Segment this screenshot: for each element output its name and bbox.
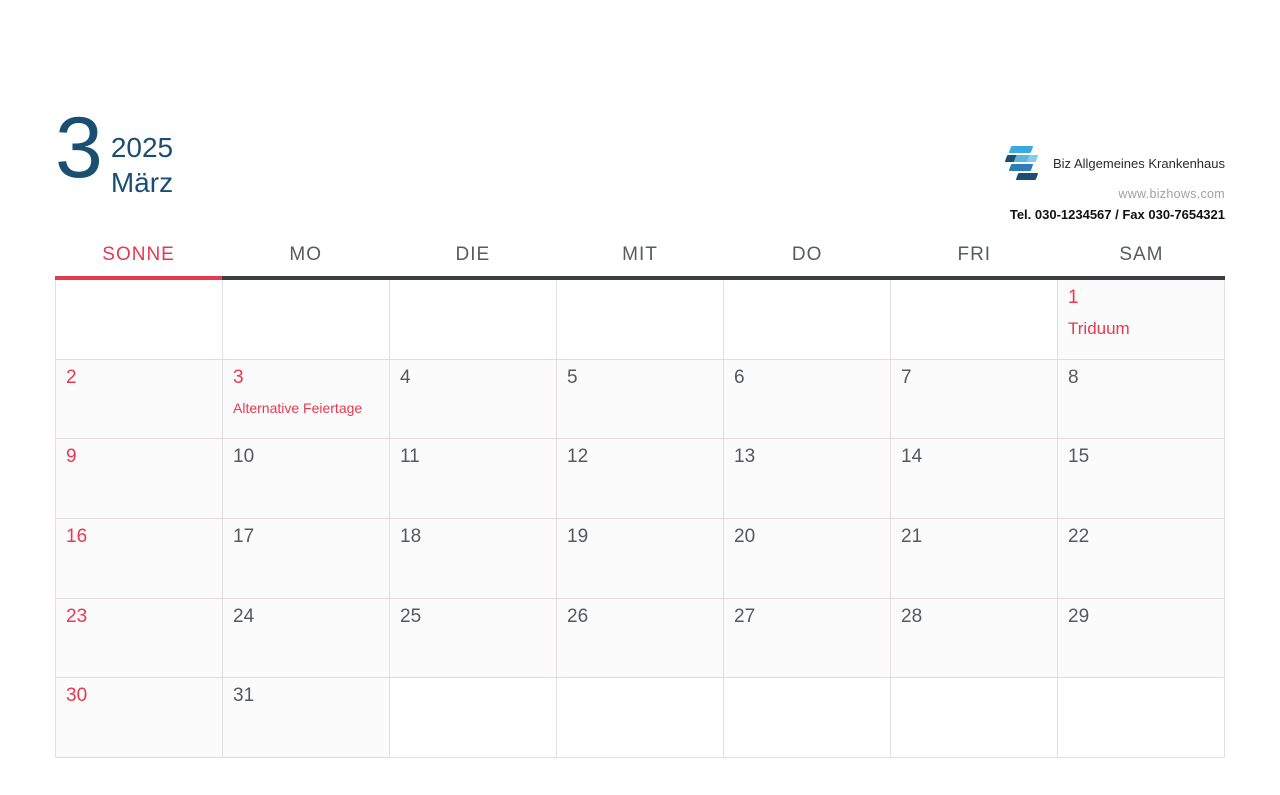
year-label: 2025 — [110, 132, 174, 163]
day-number: 12 — [567, 446, 589, 468]
day-cell-27[interactable] — [724, 599, 891, 679]
weekday-label-mo: MO — [289, 244, 323, 265]
day-cell-15[interactable] — [1058, 439, 1225, 519]
day-cell-empty[interactable] — [891, 678, 1058, 758]
day-number: 4 — [400, 366, 411, 388]
day-number: 16 — [66, 526, 88, 548]
weekday-header-row — [55, 240, 1225, 276]
month-number: 3 — [55, 100, 101, 196]
day-cell-13[interactable] — [724, 439, 891, 519]
day-cell-1[interactable] — [1058, 280, 1225, 360]
day-cell-empty[interactable] — [724, 280, 891, 360]
day-grid — [55, 280, 1225, 758]
day-cell-17[interactable] — [223, 519, 390, 599]
day-cell-11[interactable] — [390, 439, 557, 519]
day-number: 25 — [400, 605, 422, 627]
weekday-label-sam: SAM — [1119, 244, 1164, 265]
weekday-label-sonne: SONNE — [102, 244, 175, 265]
day-cell-29[interactable] — [1058, 599, 1225, 679]
day-cell-14[interactable] — [891, 439, 1058, 519]
day-cell-25[interactable] — [390, 599, 557, 679]
day-cell-12[interactable] — [557, 439, 724, 519]
company-block — [805, 143, 1225, 222]
day-cell-4[interactable] — [390, 360, 557, 440]
day-number: 17 — [233, 526, 255, 548]
day-number: 7 — [901, 366, 912, 388]
day-number: 9 — [66, 446, 77, 468]
day-cell-empty[interactable] — [390, 678, 557, 758]
day-cell-18[interactable] — [390, 519, 557, 599]
day-cell-empty[interactable] — [557, 280, 724, 360]
day-number: 6 — [734, 366, 745, 388]
day-cell-empty[interactable] — [223, 280, 390, 360]
weekday-label-die: DIE — [455, 244, 491, 265]
day-cell-22[interactable] — [1058, 519, 1225, 599]
month-name-label: März — [110, 167, 174, 198]
bizhows-logo-icon — [1004, 143, 1044, 183]
day-number: 23 — [66, 605, 88, 627]
day-number: 30 — [66, 685, 88, 707]
day-cell-6[interactable] — [724, 360, 891, 440]
day-cell-empty[interactable] — [56, 280, 223, 360]
day-number: 27 — [734, 605, 756, 627]
day-cell-31[interactable] — [223, 678, 390, 758]
day-number: 5 — [567, 366, 578, 388]
day-number: 10 — [233, 446, 255, 468]
day-number: 18 — [400, 526, 422, 548]
day-cell-8[interactable] — [1058, 360, 1225, 440]
company-name: Biz Allgemeines Krankenhaus — [1053, 155, 1225, 171]
day-number: 22 — [1068, 526, 1090, 548]
day-number: 3 — [233, 366, 244, 388]
day-number: 14 — [901, 446, 923, 468]
day-cell-3[interactable] — [223, 360, 390, 440]
day-cell-23[interactable] — [56, 599, 223, 679]
day-number: 29 — [1068, 605, 1090, 627]
day-number: 26 — [567, 605, 589, 627]
day-number: 15 — [1068, 446, 1090, 468]
day-number: 28 — [901, 605, 923, 627]
weekday-label-mit: MIT — [622, 244, 658, 265]
day-event-label: Triduum — [1068, 319, 1130, 338]
day-cell-30[interactable] — [56, 678, 223, 758]
day-number: 20 — [734, 526, 756, 548]
company-website: www.bizhows.com — [1118, 187, 1225, 201]
month-title-block — [55, 100, 174, 199]
month-title-right — [111, 133, 173, 199]
day-cell-empty[interactable] — [557, 678, 724, 758]
day-cell-19[interactable] — [557, 519, 724, 599]
day-cell-empty[interactable] — [724, 678, 891, 758]
day-cell-empty[interactable] — [891, 280, 1058, 360]
day-cell-20[interactable] — [724, 519, 891, 599]
weekday-label-fri: FRI — [957, 244, 992, 265]
day-cell-empty[interactable] — [1058, 678, 1225, 758]
day-cell-10[interactable] — [223, 439, 390, 519]
weekday-label-do: DO — [791, 244, 823, 265]
day-number: 2 — [66, 366, 77, 388]
day-cell-28[interactable] — [891, 599, 1058, 679]
day-cell-26[interactable] — [557, 599, 724, 679]
day-number: 11 — [400, 446, 420, 468]
day-cell-7[interactable] — [891, 360, 1058, 440]
day-cell-empty[interactable] — [390, 280, 557, 360]
day-number: 21 — [901, 526, 923, 548]
day-number: 1 — [1068, 287, 1079, 308]
day-cell-9[interactable] — [56, 439, 223, 519]
day-number: 19 — [567, 526, 589, 548]
day-number: 31 — [233, 685, 255, 707]
day-event-label: Alternative Feiertage — [233, 399, 363, 416]
day-cell-16[interactable] — [56, 519, 223, 599]
day-cell-24[interactable] — [223, 599, 390, 679]
company-contact: Tel. 030-1234567 / Fax 030-7654321 — [1009, 207, 1225, 222]
day-number: 13 — [734, 446, 756, 468]
calendar-table — [55, 240, 1225, 758]
day-cell-21[interactable] — [891, 519, 1058, 599]
calendar-header — [55, 100, 1225, 225]
day-number: 8 — [1068, 366, 1079, 388]
day-cell-2[interactable] — [56, 360, 223, 440]
day-cell-5[interactable] — [557, 360, 724, 440]
day-number: 24 — [233, 605, 255, 627]
company-logo-row — [805, 143, 1225, 183]
